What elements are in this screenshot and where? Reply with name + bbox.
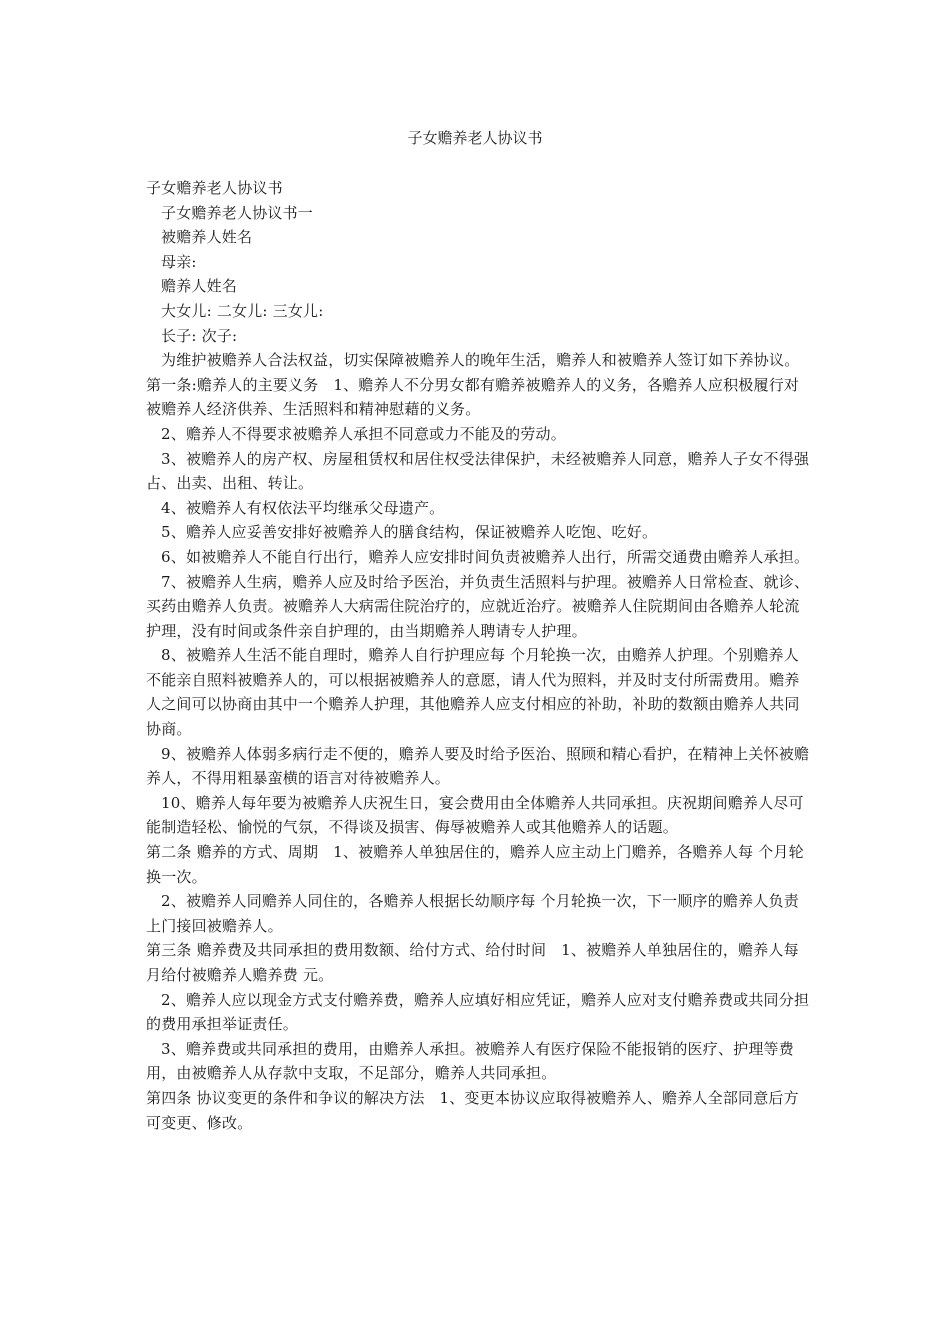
paragraph: 9、被赡养人体弱多病行走不便的，赡养人要及时给予医治、照顾和精心看护，在精神上关怀被赡养人，不得用粗暴蛮横的语言对待被赡养人。 [146, 744, 810, 788]
paragraph: 8、被赡养人生活不能自理时，赡养人自行护理应每 个月轮换一次，由赡养人护理。个别赡养人不能亲自照料被赡养人的，可以根据被赡养人的意愿，请人代为照料，并及时支付所需费用。赡养人之间可以协商由其中一个赡养人护理，其他赡养人应支付相应的补助，补助的数额由赡养人共同协商。 [146, 646, 800, 739]
paragraph: 6、如被赡养人不能自行出行，赡养人应安排时间负责被赡养人出行，所需交通费由赡养人承担。 [161, 547, 810, 566]
paragraph: 5、赡养人应妥善安排好被赡养人的膳食结构，保证被赡养人吃饱、吃好。 [161, 523, 658, 542]
paragraph: 2、被赡养人同赡养人同住的，各赡养人根据长幼顺序每 个月轮换一次，下一顺序的赡养人负责上门接回被赡养人。 [146, 892, 799, 935]
paragraph: 2、赡养人不得要求被赡养人承担不同意或力不能及的劳动。 [161, 424, 566, 443]
document-body [146, 176, 814, 1135]
paragraph: 第四条 协议变更的条件和争议的解决方法 1、变更本协议应取得被赡养人、赡养人全部同意后方可变更、修改。 [146, 1088, 799, 1132]
paragraph: 10、赡养人每年要为被赡养人庆祝生日，宴会费用由全体赡养人共同承担。庆祝期间赡养人尽可能制造轻松、愉悦的气氛，不得谈及损害、侮辱被赡养人或其他赡养人的话题。 [146, 793, 804, 837]
paragraph: 第三条 赡养费及共同承担的费用数额、给付方式、给付时间 1、被赡养人单独居住的，赡养人每月给付被赡养人赡养费 元。 [146, 941, 799, 984]
paragraph: 大女儿: 二女儿: 三女儿: [161, 301, 324, 320]
paragraph: 为维护被赡养人合法权益，切实保障被赡养人的晚年生活，赡养人和被赡养人签订如下养协议。 [161, 351, 800, 370]
document-title: 子女赡养老人协议书 [407, 129, 543, 147]
paragraph: 7、被赡养人生病，赡养人应及时给予医治，并负责生活照料与护理。被赡养人日常检查、就诊、买药由赡养人负责。被赡养人大病需住院治疗的，应就近治疗。被赡养人住院期间由各赡养人轮流护理，没有时间或条件亲自护理的，由当期赡养人聘请专人护理。 [146, 572, 810, 640]
paragraph: 2、赡养人应以现金方式支付赡养费，赡养人应填好相应凭证，赡养人应对支付赡养费或共同分担的费用承担举证责任。 [146, 990, 810, 1034]
paragraph: 第一条:赡养人的主要义务 1、赡养人不分男女都有赡养被赡养人的义务，各赡养人应积极履行对被赡养人经济供养、生活照料和精神慰藉的义务。 [146, 375, 800, 419]
paragraph: 3、赡养费或共同承担的费用，由赡养人承担。被赡养人有医疗保险不能报销的医疗、护理等费用，由被赡养人从存款中支取，不足部分，赡养人共同承担。 [146, 1039, 794, 1083]
paragraph: 4、被赡养人有权依法平均继承父母遗产。 [161, 498, 445, 517]
paragraph: 子女赡养老人协议书 [146, 179, 283, 197]
paragraph: 赡养人姓名 [161, 277, 238, 296]
paragraph: 长子: 次子: [161, 326, 238, 345]
paragraph: 被赡养人姓名 [161, 228, 253, 247]
paragraph: 第二条 赡养的方式、周期 1、被赡养人单独居住的，赡养人应主动上门赡养，各赡养人每 个月轮换一次。 [146, 843, 804, 886]
paragraph: 子女赡养老人协议书一 [161, 203, 314, 222]
paragraph: 母亲: [161, 252, 197, 271]
paragraph: 3、被赡养人的房产权、房屋租赁权和居住权受法律保护，未经被赡养人同意，赡养人子女不得强占、出卖、出租、转让。 [146, 449, 810, 493]
